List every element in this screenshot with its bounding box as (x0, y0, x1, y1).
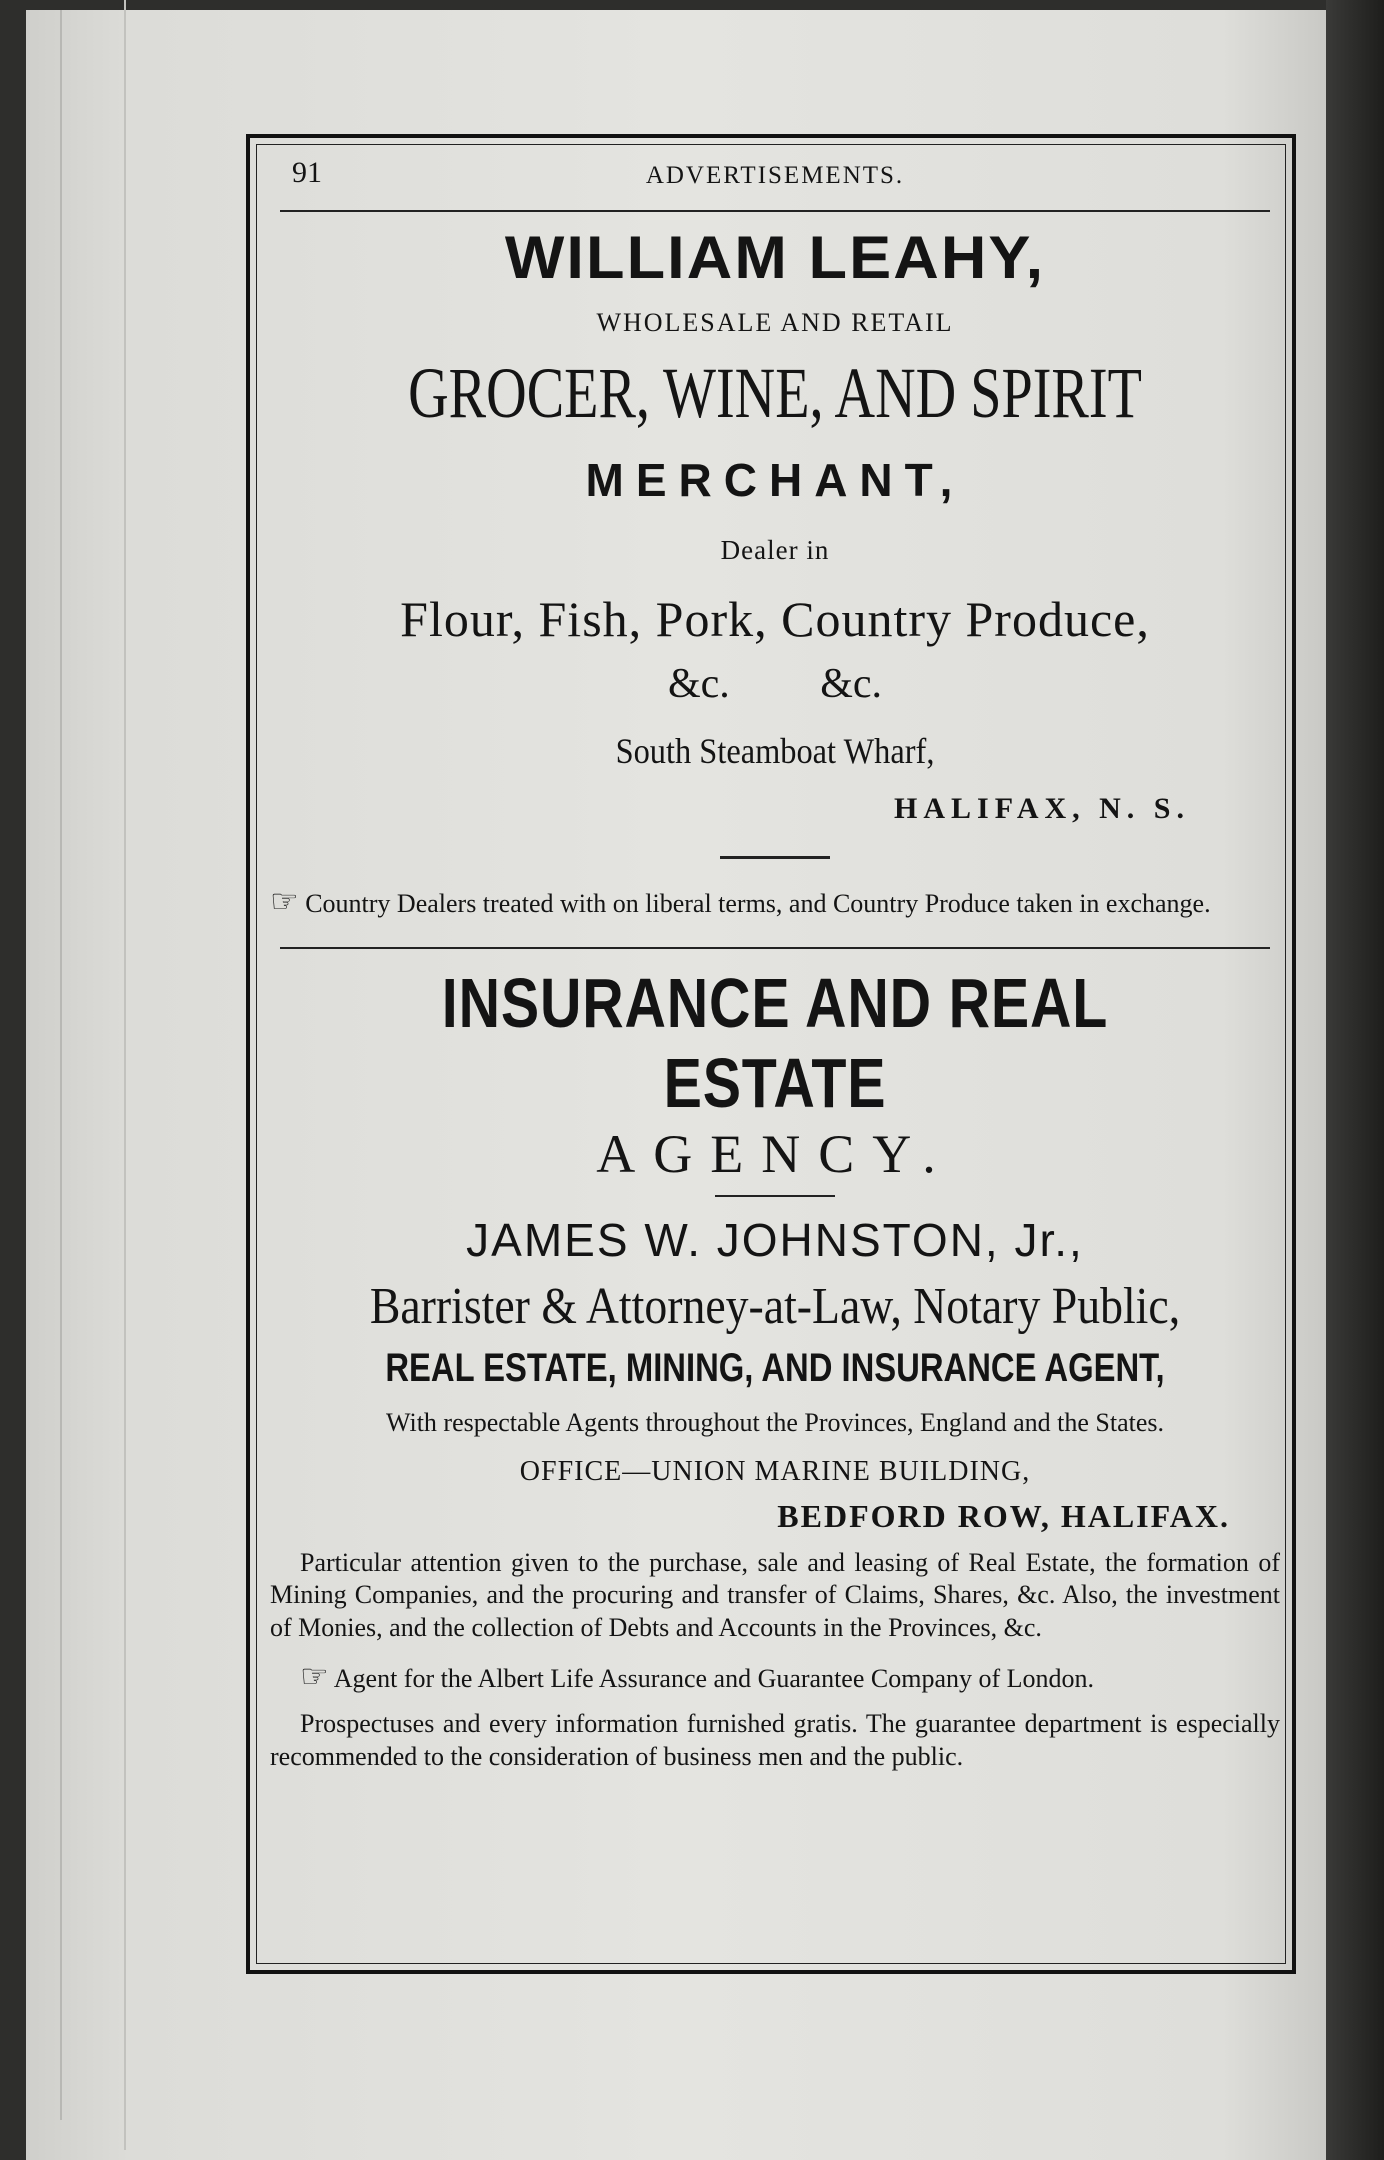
merchant-subtitle: WHOLESALE AND RETAIL (596, 308, 954, 337)
running-head: ADVERTISEMENTS. (645, 162, 905, 189)
office-address: OFFICE—UNION MARINE BUILDING, (519, 1455, 1031, 1487)
merchant-trade: GROCER, WINE, AND SPIRIT (408, 353, 1142, 433)
albert-life-text: Agent for the Albert Life Assurance and Guarantee Company of London. (333, 1664, 1095, 1694)
agency-title: INSURANCE AND REAL ESTATE (441, 963, 1109, 1122)
goods-etc: &c. &c. (667, 661, 883, 708)
albert-life-paragraph (270, 1656, 1280, 1696)
agent-role: REAL ESTATE, MINING, AND INSURANCE AGENT, (385, 1345, 1165, 1390)
pointing-hand-icon: ☞ (300, 1658, 329, 1695)
agency-subtitle: AGENCY. (596, 1123, 954, 1184)
services-paragraph: Particular attention given to the purchase, sale and leasing of Real Estate, the formation of Mining Companies, and the procuring and transfer of Claims, Shares, &c. Also, the investment of Monies, and the collection of Debts and Accounts in the Provinces, &c. (270, 1547, 1280, 1642)
goods-list: Flour, Fish, Pork, Country Produce, (400, 591, 1150, 648)
page-number: 91 (292, 156, 322, 189)
merchant-trade-line2: MERCHANT, (585, 454, 965, 507)
prospectus-paragraph: Prospectuses and every information furnished gratis. The guarantee department is especially recommended to the consideration of business men and the public. (270, 1709, 1280, 1771)
section-divider (280, 947, 1270, 949)
agent-profession: Barrister & Attorney-at-Law, Notary Public, (369, 1277, 1181, 1335)
leahy-advertisement (270, 222, 1270, 923)
agent-name: JAMES W. JOHNSTON, Jr., (466, 1213, 1084, 1266)
merchant-name: WILLIAM LEAHY, (504, 224, 1046, 291)
short-divider (720, 856, 830, 859)
dealer-note-text: Country Dealers treated with on liberal terms, and Country Produce taken in exchange. (305, 889, 1211, 919)
header-rule (280, 210, 1270, 212)
dealer-label: Dealer in (720, 535, 830, 566)
agents-note: With respectable Agents throughout the Provinces, England and the States. (385, 1407, 1165, 1437)
binding-shadow (1326, 0, 1384, 2160)
office-city: BEDFORD ROW, HALIFAX. (777, 1497, 1230, 1534)
advertisement-content (270, 150, 1280, 1960)
pointing-hand-icon: ☞ (270, 883, 299, 920)
merchant-address: South Steamboat Wharf, (615, 731, 935, 772)
johnston-advertisement (270, 963, 1280, 1774)
page-edge (124, 0, 126, 2150)
merchant-city: HALIFAX, N. S. (894, 792, 1190, 826)
short-divider (715, 1195, 835, 1197)
page-edge (60, 10, 62, 2120)
page-header (280, 150, 1270, 210)
dealer-note (270, 881, 1280, 923)
